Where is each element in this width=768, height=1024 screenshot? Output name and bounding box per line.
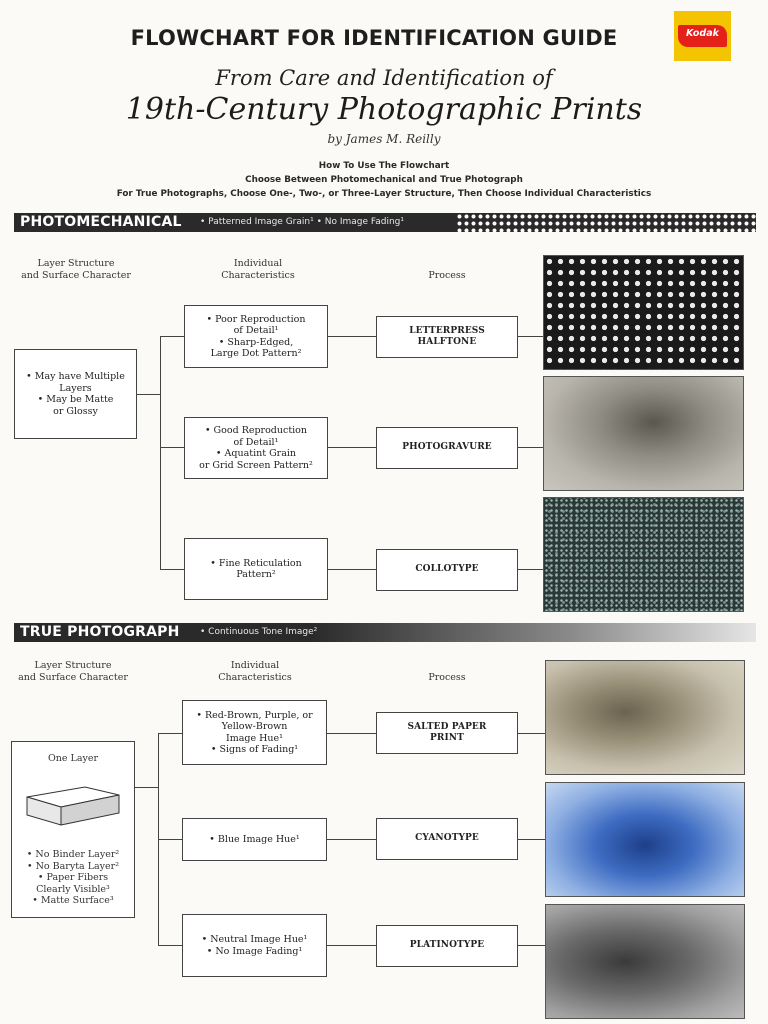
connector-line (137, 394, 161, 395)
book-title: 19th-Century Photographic Prints (125, 92, 643, 127)
characteristics-box: • Neutral Image Hue¹ • No Image Fading¹ (182, 914, 327, 977)
page-title: FLOWCHART FOR IDENTIFICATION GUIDE (130, 26, 618, 50)
instruction-line: Choose Between Photomechanical and True Photograph (245, 175, 523, 185)
process-box-salted-paper: SALTED PAPER PRINT (376, 712, 518, 754)
process-box-letterpress: LETTERPRESS HALFTONE (376, 316, 518, 358)
letterpress-sample-image (543, 255, 744, 370)
characteristics-box: • Poor Reproduction of Detail¹ • Sharp-Edged, Large Dot Pattern² (184, 305, 328, 368)
connector-line (327, 733, 376, 734)
column-header-layer: Layer Structure and Surface Character (18, 660, 128, 683)
process-box-photogravure: PHOTOGRAVURE (376, 427, 518, 469)
column-header-characteristics: Individual Characteristics (218, 660, 292, 683)
section-label: TRUE PHOTOGRAPH (20, 624, 180, 640)
connector-line (327, 945, 376, 946)
connector-line (135, 787, 159, 788)
connector-line (158, 839, 182, 840)
connector-line (518, 733, 545, 734)
connector-line (327, 839, 376, 840)
connector-line (160, 447, 184, 448)
one-layer-box (11, 741, 135, 918)
connector-line (160, 569, 184, 570)
one-layer-title: One Layer (47, 753, 99, 764)
connector-line (158, 945, 182, 946)
characteristics-box: • Good Reproduction of Detail¹ • Aquatint Grain or Grid Screen Pattern² (184, 417, 328, 479)
column-header-process: Process (428, 270, 466, 281)
process-box-collotype: COLLOTYPE (376, 549, 518, 591)
source-line: From Care and Identification of (215, 66, 553, 90)
halftone-dot-pattern (456, 213, 756, 232)
section-sublabel: • Continuous Tone Image² (200, 627, 318, 637)
section-label: PHOTOMECHANICAL (20, 214, 182, 230)
paper-layer-illustration (25, 783, 123, 833)
kodak-logo-text: Kodak (686, 28, 719, 39)
connector-line (518, 839, 545, 840)
characteristics-box: • Blue Image Hue¹ (182, 818, 327, 861)
connector-line (327, 336, 376, 337)
connector-line (160, 336, 184, 337)
platinotype-sample-image (545, 904, 745, 1019)
process-box-platinotype: PLATINOTYPE (376, 925, 518, 967)
photogravure-sample-image (543, 376, 744, 491)
column-header-characteristics: Individual Characteristics (221, 258, 295, 281)
instruction-heading: How To Use The Flowchart (318, 161, 450, 171)
author-line: by James M. Reilly (327, 132, 441, 146)
characteristics-box: • Red-Brown, Purple, or Yellow-Brown Image Hue¹ • Signs of Fading¹ (182, 700, 327, 765)
column-header-layer: Layer Structure and Surface Character (21, 258, 131, 281)
connector-line (160, 336, 161, 570)
layer-structure-box: • May have Multiple Layers • May be Matte or Glossy (14, 349, 137, 439)
connector-line (158, 733, 182, 734)
column-header-process: Process (428, 672, 466, 683)
instruction-line: For True Photographs, Choose One-, Two-, or Three-Layer Structure, Then Choose Individual Characteristics (116, 189, 652, 199)
characteristics-box: • Fine Reticulation Pattern² (184, 538, 328, 600)
connector-line (518, 945, 545, 946)
cyanotype-sample-image (545, 782, 745, 897)
connector-line (517, 336, 543, 337)
kodak-logo (674, 11, 731, 61)
collotype-sample-image (543, 497, 744, 612)
process-box-cyanotype: CYANOTYPE (376, 818, 518, 860)
true-photograph-band (14, 623, 756, 642)
connector-line (327, 447, 376, 448)
connector-line (327, 569, 376, 570)
salted-paper-sample-image (545, 660, 745, 775)
connector-line (517, 569, 543, 570)
section-sublabel: • Patterned Image Grain¹ • No Image Fading¹ (200, 217, 404, 227)
photomechanical-band (14, 213, 756, 232)
one-layer-characteristics: • No Binder Layer² • No Baryta Layer² • Paper Fibers Clearly Visible³ • Matte Surface³ (26, 849, 120, 906)
connector-line (517, 447, 543, 448)
